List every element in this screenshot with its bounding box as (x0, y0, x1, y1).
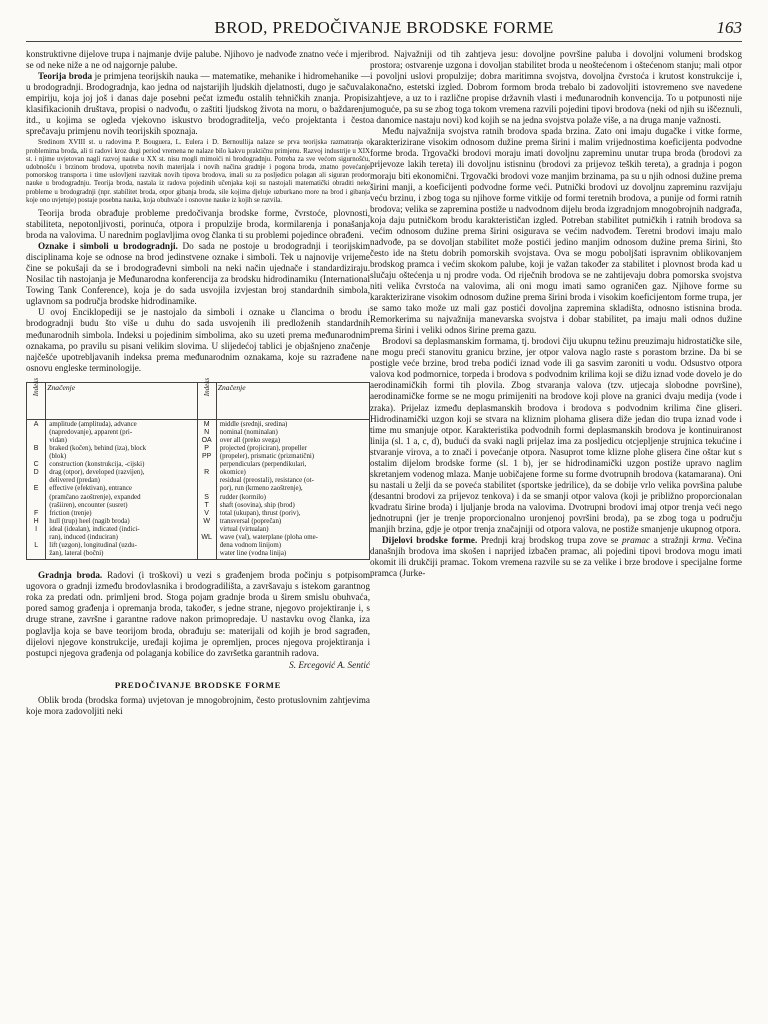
table-symbols-right (197, 419, 216, 560)
index-symbol (29, 534, 43, 542)
index-symbol (29, 437, 43, 445)
index-meaning-line: (pramčano zaoštrenje), expanded (49, 493, 141, 501)
index-meaning-line: ideal (idealan), indicated (indici- (49, 525, 140, 533)
small-print-paragraph: Sredinom XVIII st. u radovima P. Bouguera, L. Eulera i D. Bernoullija nalaze se prva teorijska razmatranja o problemima broda, ali ti radovi kroz dugi period vremena ne nalaze bilo kakvu praktičnu primjenu. Razvoj industrije u XIX st. i njime uvjetovan nagli razvoj nauke u XX st. nisu mogli mimoići ni brodogradnju. Potreba za sve većom sigurnošću, udobnošću i brzinom brodova, upotreba novih materijala i novih načina gradnje i pogona broda, znatno povećanje pomorskog transporta i time uslovljeni razvitak novih tipova brodova, imali su za posljedicu polagan ali siguran prodor nauke u brodogradnju. Teorija broda, nastala iz radova pojedinih učenjaka koji su nastojali matematički obraditi neke probleme u brodogradnji (npr. stabilitet broda, otpor gibanja broda, sile kojima djeluje uzburkano more na brod i gibanja koje ono uvjetuje) postaje posebna nauka, koja obuhvaće i osnovne nauke iz kojih se razvila. (26, 139, 370, 204)
index-symbol: F (34, 509, 39, 517)
paragraph (26, 570, 370, 658)
index-symbol: S (204, 493, 209, 501)
author-signature: S. Ercegović A. Sentić (289, 659, 370, 670)
index-meaning-line: over all (preko svega) (219, 436, 281, 444)
index-symbol (29, 453, 43, 461)
index-meaning-line: nominal (nominalan) (219, 428, 278, 436)
index-meaning-line: hull (trup) heel (nagib broda) (49, 517, 130, 525)
index-meaning-line: (blok) (49, 453, 67, 461)
index-symbol: WL (201, 534, 212, 542)
index-meaning-line: total (ukupan), thrust (poriv), (219, 509, 301, 517)
index-meaning-line: drag (otpor), developed (razvijen), (49, 469, 145, 477)
index-symbol (29, 550, 43, 558)
index-symbol (200, 526, 214, 534)
term-heading: Teorija broda (38, 71, 93, 82)
index-meaning-line: (propeler), prismatic (prizmatični) (219, 453, 315, 461)
table-header-meaning: Značenje (46, 382, 197, 419)
index-symbol (29, 494, 43, 502)
index-symbol: C (33, 461, 39, 469)
index-meaning-line: rudder (kormilo) (219, 493, 266, 501)
index-symbol: T (204, 501, 209, 509)
index-symbol (29, 429, 43, 437)
left-column (26, 49, 370, 1017)
index-meaning-line: (napredovanje), apparent (pri- (49, 428, 133, 436)
paragraph-text: . Večina današnjih brodova ima skošen i naprijed izbačen pramac, ali pojedini tipovi brodova mogu imati okomit ili drukčiji pramac. Tokom vremena razvile su se za velike i brze brodove i specijalne forme pramca (Jurke- (370, 535, 742, 579)
paragraph-text: Do sada ne postoje u brodogradnji i teorijskim disciplinama koje se odnose na brod jedinstvene oznake i simboli. Tek u najnovije vrijeme čine se pokušaji da se i brodograđevni simboli na neki način ujednače i standardiziraju. Nosilac tih nastojanja je Međunarodna konferencija za brodsku hidrodinamiku (International Towing Tank Conference), koja je do sada usvojila izvjestan broj standardnih simbola, uglavnom sa područja brodske hidrodinamike. (26, 241, 370, 307)
paragraph (26, 241, 370, 307)
paragraph: Među najvažnija svojstva ratnih brodova spada brzina. Zato oni imaju dugačke i vitke forme, karakterizirane visokim odnosom dužine prema širini i malim vrijednostima koeficijenta podvodne forme broda. Trgovački brodovi moraju imati dovoljnu zapreminu unutar trupa broda (brodovi za prijevoze lakih tereta) ili dovoljnu istisninu (brodovi za prijevoz teških tereta), a gradnja i pogon moraju biti ekonomični. Trgovački brodovi voze manjim brzinama, pa su u njih odnosi dužine prema širini manji, a koeficijenti podvodne forme veći. Putnički brodovi uz dovoljnu zapreminu razvijaju veću brzinu, i zbog toga su njihove forme vitkije od formi teretnih brodova, a punije od formi ratnih brodova; velika se zapremina postiže u nadvodnom dijelu broda izgradnjom mnogobrojnih nadgrađa, koja daju putničkom brodu karakterističan izgled. Potreban stabilitet putničkih i ratnih brodova sa većim odnosom dužine prema širini osigurava se većim nadvođem. Teretni brodovi imaju malo nadvođe, pa se dovoljan stabilitet može postići jedino manjim odnosom dužine prema širini, što često ide na štetu dobrih pomorskih svojstava. Ova se mogu poboljšati ispravnim oblikovanjem brodskog pramca i većim skokom palube, koji je važan također za stabilitet i plovnost broda kad u slučaju oštećenja u nj prodre voda. Od riječnih brodova se ne zahtijevaju dobra pomorska svojstva niti velika čvrstoća na valovima, ali oni mogu imati samo ograničen gaz. Njihove forme su karakterizirane visokim odnosom dužine prema širini broda i visokim koeficijentom forme trupa, jer se samo tako može uz mali gaz postići dovoljna zapremina skladišta, odnosno istisnina broda. Remorkerima su najvažnija manevarska svojstva i dobar stabilitet, pa imaju mali odnos dužine prema širini i veliki odnos širine prema gazu. (370, 126, 742, 336)
index-symbol: P (204, 444, 209, 452)
index-meaning-line: lift (uzgon), longitudinal (uzdu- (49, 542, 137, 550)
term-italic: krma (692, 535, 712, 546)
index-symbol: A (33, 420, 39, 428)
page-title: BROD, PREDOČIVANJE BRODSKE FORME (214, 18, 554, 37)
index-symbol: B (33, 444, 39, 452)
index-meaning-line: water line (vodna linija) (219, 550, 287, 558)
right-column (370, 49, 742, 1017)
index-symbol: L (34, 542, 39, 550)
page-number: 163 (716, 18, 742, 37)
paragraph: brod. Najvažniji od tih zahtjeva jesu: dovoljne površine paluba i dovoljni volumeni brodskog prostora; ostvarenje uzgona i dovoljan stabilitet broda u neoštećenom i oštećenom stanju; mali otpor i povoljni uslovi propulzije; dobra maritimna svojstva, dovoljna čvrstoća i krutost konstrukcije i, konačno, estetski izgled. Dobrom formom broda trebalo bi zadovoljiti istovremeno sve navedene zahtjeve, a uz to i različne propise državnih vlasti i međunarodnih konvencija. To u potpunosti nije moguće, pa su se zbog toga tokom vremena razvili pojedini tipovi brodova (neki od njih su iščeznuli, a danomice nastaju novi) kod kojih se na jedna svojstva polaže više, a na druga manje važnosti. (370, 49, 742, 126)
index-meaning-line: transversal (poprečan) (219, 517, 282, 525)
paragraph-text: Prednji kraj brodskog trupa zove se (477, 535, 622, 546)
index-meaning-line: amplitude (amplituda), advance (49, 420, 137, 428)
table-meanings-left (46, 419, 197, 560)
index-symbol: I (35, 525, 38, 533)
term-heading: Oznake i simboli u brodogradnji. (38, 241, 178, 252)
index-symbol (200, 477, 214, 485)
paragraph-text: je primjena teorijskih nauka — matematike, mehanike i hidromehanike — u brodogradnji. Brodogradnja, kao jedna od najstarijih ljudskih djelatnosti, dugo je sačuvala empiriju, koja joj još i danas daje posebni pečat između ostalih tehničkih znanja. Propisi klasifikacionih društava, propisi o nadvođu, o zaštiti ljudskog života na moru, o baždarenju itd., u kojima se ogleda vjekovno iskustvo brodograditelja, većo projektanta i često sprečavaju primjenu novih teorijskih spoznaja. (26, 71, 370, 137)
index-meaning-line: vidan) (49, 436, 67, 444)
table-symbols-left (27, 419, 46, 560)
index-meaning-line: residual (preostali), resistance (ot- (219, 477, 314, 485)
paragraph (370, 535, 742, 579)
index-meaning-line: delivered (predan) (49, 477, 100, 485)
index-meaning-line: wave (val), waterplane (ploha ome- (219, 534, 318, 542)
index-meaning-line: (rašiiren), encounter (susret) (49, 501, 128, 509)
index-meaning-line: ran), induced (induciran) (49, 534, 118, 542)
index-symbol (200, 461, 214, 469)
index-symbol: N (204, 428, 210, 436)
table-header-meaning: Značenje (216, 382, 369, 419)
index-symbol (29, 477, 43, 485)
index-meaning-line: shaft (osovina), ship (brod) (219, 501, 295, 509)
running-head (26, 18, 742, 40)
index-symbol (200, 485, 214, 493)
index-symbol: M (203, 420, 210, 428)
index-symbol: V (204, 509, 209, 517)
index-meaning-line: žan), lateral (bočni) (49, 550, 104, 558)
index-meaning-line: middle (srednji, sredina) (219, 420, 288, 428)
section-title: PREDOČIVANJE BRODSKE FORME (114, 679, 282, 690)
index-meaning-line: perpendiculars (perpendikulari, (219, 461, 307, 469)
table-header-index: Indeks (27, 382, 46, 419)
term-italic: pramac (621, 535, 651, 546)
paragraph: Oblik broda (brodska forma) uvjetovan je mnogobrojnim, često protuslovnim zahtjevima koje mora zadovoljiti neki (26, 694, 370, 716)
index-meaning-line: construction (konstrukcija, -cijski) (49, 461, 145, 469)
table-header-index: Indeks (197, 382, 216, 419)
index-symbol (29, 502, 43, 510)
header-rule (26, 41, 742, 42)
index-symbol: PP (201, 453, 212, 461)
index-meaning-line: effective (efektivan), entrance (49, 485, 132, 493)
index-symbol: W (203, 517, 210, 525)
index-meaning-line: por), run (krmeno zaoštrenje), (219, 485, 303, 493)
index-meaning-line: projected (projiciran), propeller (219, 444, 307, 452)
index-meaning-line: đena vodnom linijom) (219, 542, 282, 550)
index-symbol: H (33, 517, 39, 525)
paragraph: Brodovi sa deplasmanskim formama, tj. brodovi čiju ukupnu težinu preuzimaju hidrostatičke sile, ne mogu preći stanovitu granicu brzine, jer otpor valova naglo raste s porastom brzine. Da bi se postigle veće brzine, brod treba podići iznad vode ili ga sasvim zaroniti u vodu. Odsustvo otpora valova kod podmornice, torpeda i brodova s podvodnim krilima koji se dižu iznad vode dovelo je do aerodinamičkih formi tih plovila. Zbog stvaranja valova (tzv. utjecaja slobodne površine), aerodinamičke forme se ne mogu primijeniti na brodove koji plove na granici dvaju medija (vode i zraka). Prijelaz između deplasmanskih brodova i brodova s podvodnim krilima čine gliseri. Hidrodinamički uzgon koji se stvara na kliznim plohama glisera diže jedan dio trupa iznad vode i time mu smanjuje otpor. Karakteristika podvodnih formi deplasmanskih brodova je kontinuiranost linija (sl. 1 a, c, d), budući da svaki nagli prijelaz ima za posljedicu otcjepljenje strujnica tekućine i stvaranje virova, a to znači i povećanje otpora. Nasuprot tome klizne plohe glisera čine oštar kut s ostalim dijelom brodske forme (sl. 1 b), jer se hidrodinamički uzgon postiže upravo naglim skretanjem vodenog mlaza. Manje uobičajene forme su forme dvotrupnih brodova (katamarana). Oni su nastali u želji da se poveća stabilitet (sportske jedrilice), da se dobije vrlo velika površina palube (desantni brodovi za prijevoz tenkova) i da se smanji otpor valova (koji je približno proporcionalan kvadratu širine broda) i ljuljanje broda na valovima. Dvotrupni brodovi imaj otpor trenja veći nego jednotrupni (jer je trenje proporcionalno uronjenoj površini broda), pa se zbog toga u području manjih brzina, gdje je otpor trenja značajniji od otpora valova, ne postiže smanjenje ukupnog otpora. (370, 336, 742, 535)
paragraph-text: a stražnji (650, 535, 693, 546)
index-symbol: E (33, 485, 39, 493)
index-symbol: D (33, 469, 39, 477)
index-meaning-line: braked (kočen), behind (iza), block (49, 444, 147, 452)
index-symbol: OA (201, 436, 212, 444)
index-table (26, 377, 370, 561)
term-heading: Gradnja broda. (38, 570, 103, 581)
index-symbol: R (204, 469, 210, 477)
table-meanings-right (216, 419, 369, 560)
paragraph: U ovoj Enciklopediji se je nastojalo da simboli i oznake u člancima o brodu i brodogradnji budu što više u duhu do sada usvojenih ili predloženih standardnih međunarodnih simbola. Indeksi u pojedinim simbolima, ako su uzeti prema međunarodnim oznakama, po pravilu su pisani velikim slovima. U slijedećoj tablici je objašnjeno značenje najčešće upotrebljavanih indeksa prema međunarodnim oznakama, koje su razrađene na osnovu engleske terminologije. (26, 307, 370, 373)
paragraph: Teorija broda obrađuje probleme predočivanja brodske forme, čvrstoće, plovnosti, stabiliteta, nepotonljivosti, porinuća, otpora i propulzije broda, kormilarenja i ponašanja broda na valovima. U narednim poglavljima ovog članka ti su problemi pojedince obrađeni. (26, 208, 370, 241)
index-meaning-line: virtual (virtualan) (219, 525, 269, 533)
paragraph-text: Radovi (i troškovi) u vezi s građenjem broda počinju s potpisom ugovora o gradnji između brodovlasnika i brodogradilišta, a završavaju s istekom garantnog roka za predati odn. primljeni brod. Stoga pojam gradnje broda u širem smislu obuhvaća, pored samog građenja i opremanja broda, također, s jedne strane, njegovo projektiranje i, s druge strane, završne i garantne radove nakon primopredaje. U nastavku ovog članka, iza poglavlja koja se bave teorijom broda, obrađuju se: materijali od kojih je brod sagrađen, dijelovi njegove konstrukcije, uređaji kojima je opremljen, proces njegova projektiranja i postupci njegova građenja od polaganja kobilice do završetka garantnih radova. (26, 570, 370, 658)
index-meaning-line: friction (trenje) (49, 509, 92, 517)
paragraph: konstruktivne dijelove trupa i najmanje dvije palube. Njihovo je nadvođe znatno veće i mjeri se od neke niže a ne od najgornje palube. (26, 49, 370, 71)
paragraph (26, 71, 370, 137)
term-heading: Dijelovi brodske forme. (382, 535, 478, 546)
index-meaning-line: okomice) (219, 469, 246, 477)
